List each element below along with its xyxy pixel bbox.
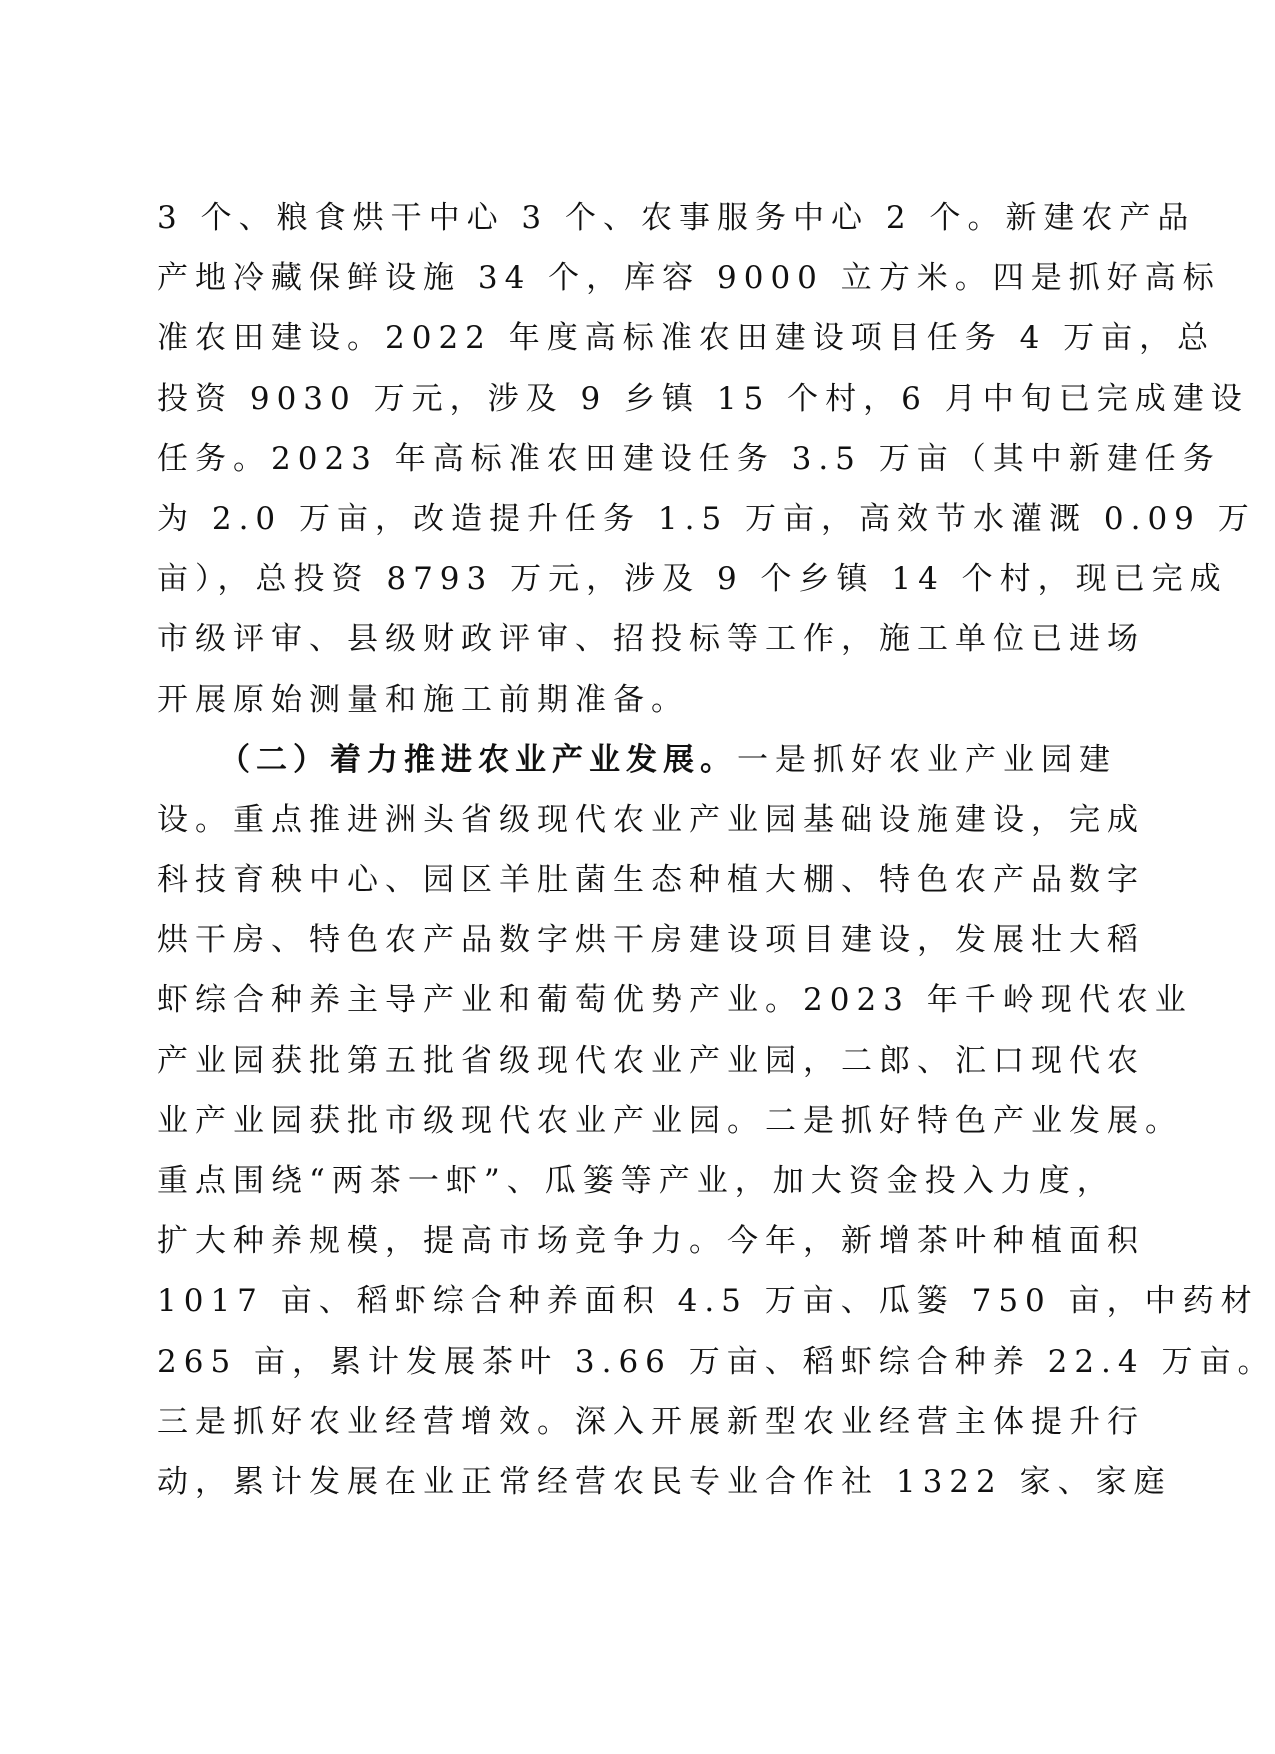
text-line: 重点围绕“两茶一虾”、瓜篓等产业，加大资金投入力度， [157,1163,1115,1199]
text-line: 动，累计发展在业正常经营农民专业合作社 1322 家、家庭 [157,1463,1172,1500]
text-line: 265 亩，累计发展茶叶 3.66 万亩、稻虾综合种养 22.4 万亩。 [157,1343,1275,1380]
text-line: 3 个、粮食烘干中心 3 个、农事服务中心 2 个。新建农产品 [157,200,1196,236]
text-line: 产地冷藏保鲜设施 34 个，库容 9000 立方米。四是抓好高标 [157,260,1221,297]
text-line: 科技育秧中心、园区羊肚菌生态种植大棚、特色农产品数字 [157,862,1145,899]
text-line: 开展原始测量和施工前期准备。 [157,681,689,718]
text-line: 产业园获批第五批省级现代农业产业园，二郎、汇口现代农 [157,1042,1145,1079]
text-line: 1017 亩、稻虾综合种养面积 4.5 万亩、瓜篓 750 亩，中药材 [157,1283,1259,1320]
heading-line-rest: 一是抓好农业产业园建 [737,741,1117,778]
text-line: 为 2.0 万亩，改造提升任务 1.5 万亩，高效节水灌溉 0.09 万 [157,500,1256,537]
text-line: 亩），总投资 8793 万元，涉及 9 个乡镇 14 个村，现已完成 [157,561,1228,598]
section-heading: （二）着力推进农业产业发展。 [219,741,737,778]
text-line: 虾综合种养主导产业和葡萄优势产业。2023 年千岭现代农业 [157,982,1193,1019]
text-line: 扩大种养规模，提高市场竞争力。今年，新增茶叶种植面积 [157,1223,1145,1260]
text-line: 业产业园获批市级现代农业产业园。二是抓好特色产业发展。 [157,1102,1183,1139]
text-line: 市级评审、县级财政评审、招投标等工作，施工单位已进场 [157,621,1145,658]
text-line: 准农田建设。2022 年度高标准农田建设项目任务 4 万亩，总 [157,320,1216,357]
text-line: 设。重点推进洲头省级现代农业产业园基础设施建设，完成 [157,801,1145,838]
text-line: 任务。2023 年高标准农田建设任务 3.5 万亩（其中新建任务 [157,440,1221,477]
text-line: 三是抓好农业经营增效。深入开展新型农业经营主体提升行 [157,1403,1145,1440]
text-line: 烘干房、特色农产品数字烘干房建设项目建设，发展壮大稻 [157,922,1145,959]
text-line: 投资 9030 万元，涉及 9 乡镇 15 个村，6 月中旬已完成建设 [157,380,1249,417]
body-text [157,188,1275,1512]
section-heading-line [157,730,1117,790]
